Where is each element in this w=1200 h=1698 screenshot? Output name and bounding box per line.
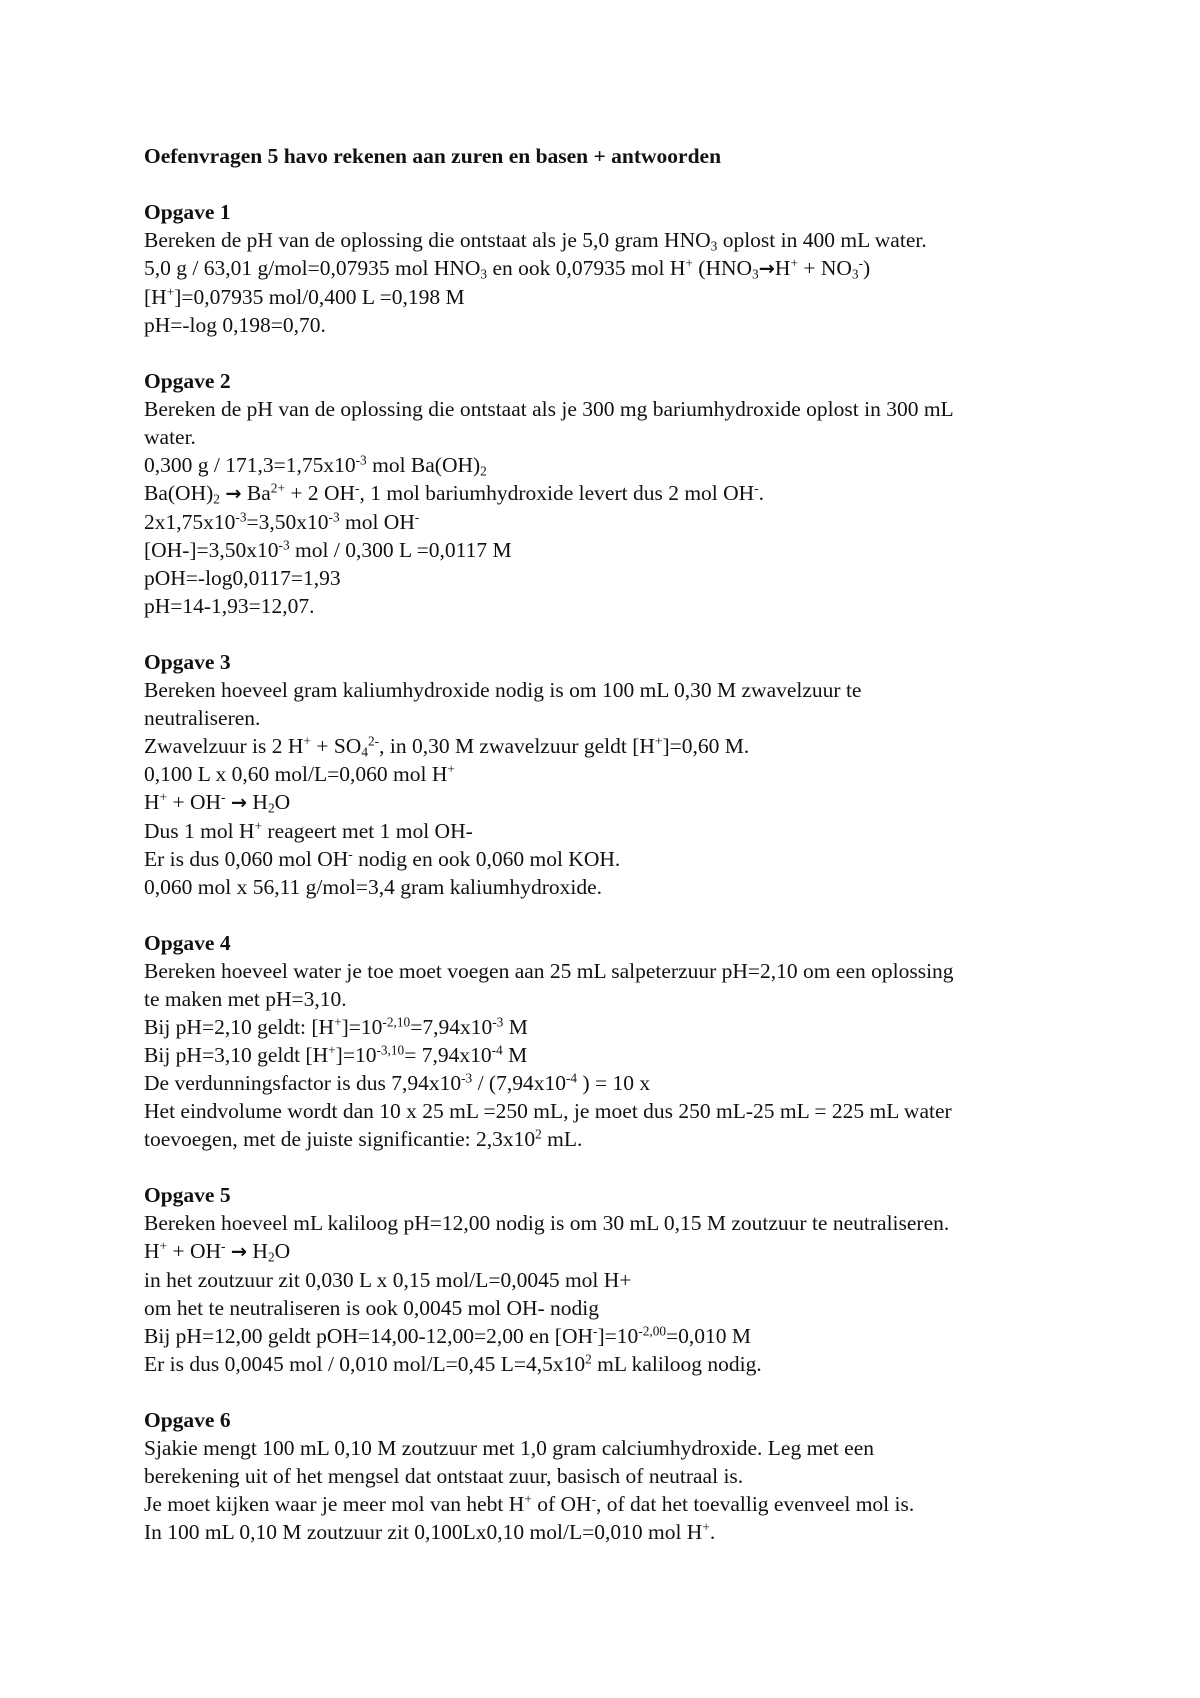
text-run: 5,0 g / 63,01 g/mol=0,07935 mol HNO <box>144 256 481 280</box>
text-run: Je moet kijken waar je meer mol van hebt H <box>144 1492 525 1516</box>
text-line <box>144 760 1084 788</box>
text-line <box>144 592 1084 620</box>
text-run: Bereken de pH van de oplossing die ontstaat als je 5,0 gram HNO <box>144 228 711 252</box>
text-line <box>144 1125 1084 1153</box>
superscript: -3 <box>328 509 340 525</box>
reaction-arrow-icon: → <box>230 791 248 814</box>
text-line <box>144 704 1084 732</box>
text-line <box>144 423 1084 451</box>
subscript: 3 <box>710 238 718 254</box>
text-run: in het zoutzuur zit 0,030 L x 0,15 mol/L=0,0045 mol H+ <box>144 1268 632 1292</box>
reaction-arrow-icon: → <box>230 1240 248 1263</box>
text-run: =3,50x10 <box>246 510 329 534</box>
text-line <box>144 732 1084 760</box>
superscript: + <box>303 733 311 749</box>
superscript: - <box>221 1238 226 1254</box>
text-line <box>144 1462 1084 1490</box>
opgave-heading: Opgave 5 <box>144 1183 231 1207</box>
text-run: H <box>247 790 268 814</box>
text-run: / (7,94x10 <box>472 1071 566 1095</box>
superscript: - <box>414 509 420 525</box>
text-run: ]=10 <box>597 1324 639 1348</box>
text-run: ) = 10 x <box>577 1071 651 1095</box>
subscript: 4 <box>361 744 368 760</box>
text-run: mol Ba(OH) <box>366 453 481 477</box>
superscript: -3,10 <box>376 1042 405 1058</box>
text-run: , in 0,30 M zwavelzuur geldt [H <box>379 734 655 758</box>
text-run: + OH <box>167 1239 221 1263</box>
text-run: reageert met 1 mol OH- <box>262 819 473 843</box>
superscript: -4 <box>565 1070 578 1086</box>
superscript: - <box>858 255 864 271</box>
text-run: Ba(OH) <box>144 481 214 505</box>
text-run: ]=10 <box>341 1015 383 1039</box>
text-line <box>144 957 1084 985</box>
text-line <box>144 1294 1084 1322</box>
subscript: 3 <box>480 266 488 282</box>
text-line <box>144 311 1084 339</box>
text-run: H <box>247 1239 268 1263</box>
text-line <box>144 1350 1084 1378</box>
superscript: + <box>654 733 663 749</box>
superscript: + <box>524 1491 532 1507</box>
text-run: Dus 1 mol H <box>144 819 255 843</box>
text-run: neutraliseren. <box>144 706 261 730</box>
text-line <box>144 564 1084 592</box>
text-run: pOH=-log0,0117=1,93 <box>144 566 341 590</box>
text-run: 0,100 L x 0,60 mol/L=0,060 mol H <box>144 762 448 786</box>
superscript: -3 <box>235 509 247 525</box>
text-run: mol OH <box>339 510 415 534</box>
text-line <box>144 1434 1084 1462</box>
superscript: - <box>591 1491 597 1507</box>
superscript: 2+ <box>270 480 285 496</box>
superscript: + <box>159 1238 168 1254</box>
text-run: =0,010 M <box>666 1324 752 1348</box>
superscript: - <box>754 480 759 496</box>
superscript: - <box>355 480 360 496</box>
text-run: Er is dus 0,0045 mol / 0,010 mol/L=0,45 L=4,5x10 <box>144 1352 586 1376</box>
text-run: , 1 mol bariumhydroxide levert dus 2 mol OH <box>359 481 755 505</box>
superscript: -3 <box>355 452 367 468</box>
superscript: -3 <box>461 1070 473 1086</box>
text-line <box>144 845 1084 873</box>
superscript: -2,00 <box>638 1323 667 1339</box>
subscript: 3 <box>851 266 859 282</box>
text-run: nodig en ook 0,060 mol KOH. <box>352 847 621 871</box>
text-run: O <box>274 1239 291 1263</box>
text-line <box>144 283 1084 311</box>
text-run: (HNO <box>692 256 753 280</box>
text-run: mL kaliloog nodig. <box>591 1352 762 1376</box>
subscript: 2 <box>267 1249 275 1265</box>
opgave-heading: Opgave 3 <box>144 650 231 674</box>
text-run: . <box>709 1520 716 1544</box>
superscript: -3 <box>492 1014 504 1030</box>
reaction-arrow-icon: → <box>225 482 242 505</box>
text-line <box>144 536 1084 564</box>
superscript: -3 <box>278 537 290 553</box>
text-run: Sjakie mengt 100 mL 0,10 M zoutzuur met 1,0 gram calciumhydroxide. Leg met een <box>144 1436 875 1460</box>
text-run: water. <box>144 425 196 449</box>
text-line <box>144 1490 1084 1518</box>
text-run: toevoegen, met de juiste significantie: 2,3x10 <box>144 1127 536 1151</box>
opgave-heading: Opgave 1 <box>144 200 231 224</box>
text-line <box>144 788 1084 817</box>
text-run: Zwavelzuur is 2 H <box>144 734 304 758</box>
text-run: berekening uit of het mengsel dat ontstaat zuur, basisch of neutraal is. <box>144 1464 744 1488</box>
text-run: mL. <box>541 1127 583 1151</box>
opgave-heading: Opgave 6 <box>144 1408 231 1432</box>
text-line <box>144 1069 1084 1097</box>
text-run: + 2 OH <box>284 481 356 505</box>
text-run: 2x1,75x10 <box>144 510 236 534</box>
subscript: 3 <box>752 266 759 282</box>
text-run: om het te neutraliseren is ook 0,0045 mol OH- nodig <box>144 1296 600 1320</box>
text-line <box>144 1266 1084 1294</box>
text-line <box>144 1209 1084 1237</box>
opgave-section <box>144 367 1084 620</box>
superscript: + <box>166 284 175 300</box>
text-line <box>144 1097 1084 1125</box>
text-line <box>144 226 1084 254</box>
opgave-section <box>144 1406 1084 1546</box>
superscript: + <box>159 789 168 805</box>
text-run: Bereken de pH van de oplossing die ontstaat als je 300 mg bariumhydroxide oplost in 300 mL <box>144 397 954 421</box>
text-run: Bij pH=3,10 geldt [H <box>144 1043 329 1067</box>
text-run: Bereken hoeveel mL kaliloog pH=12,00 nodig is om 30 mL 0,15 M zoutzuur te neutraliseren. <box>144 1211 950 1235</box>
opgave-section <box>144 1181 1084 1378</box>
superscript: + <box>790 255 798 271</box>
superscript: + <box>254 818 263 834</box>
text-run: H <box>774 256 791 280</box>
superscript: - <box>593 1323 598 1339</box>
superscript: 2 <box>535 1126 542 1142</box>
text-run: pH=-log 0,198=0,70. <box>144 313 326 337</box>
text-run: + SO <box>310 734 362 758</box>
text-run: te maken met pH=3,10. <box>144 987 347 1011</box>
text-run: mol / 0,300 L =0,0117 M <box>289 538 512 562</box>
superscript: 2- <box>367 733 380 749</box>
superscript: - <box>348 846 353 862</box>
opgave-section <box>144 648 1084 901</box>
superscript: + <box>685 255 693 271</box>
superscript: -2,10 <box>382 1014 411 1030</box>
text-run: [OH-]=3,50x10 <box>144 538 279 562</box>
text-run: H <box>144 1239 160 1263</box>
text-run: + NO <box>797 256 852 280</box>
opgave-section <box>144 198 1084 339</box>
text-run: en ook 0,07935 mol H <box>487 256 686 280</box>
text-run: pH=14-1,93=12,07. <box>144 594 315 618</box>
text-line <box>144 479 1084 508</box>
subscript: 2 <box>267 800 275 816</box>
text-run: Het eindvolume wordt dan 10 x 25 mL =250 mL, je moet dus 250 mL-25 mL = 225 mL water <box>144 1099 952 1123</box>
text-run: ]=0,07935 mol/0,400 L =0,198 M <box>174 285 465 309</box>
text-line <box>144 1013 1084 1041</box>
text-line <box>144 395 1084 423</box>
superscript: + <box>334 1014 342 1030</box>
text-run: = 7,94x10 <box>404 1043 492 1067</box>
text-run: Bereken hoeveel gram kaliumhydroxide nodig is om 100 mL 0,30 M zwavelzuur te <box>144 678 862 702</box>
text-line <box>144 1322 1084 1350</box>
text-line <box>144 254 1084 283</box>
text-line <box>144 1041 1084 1069</box>
text-line <box>144 817 1084 845</box>
text-run: of OH <box>531 1492 592 1516</box>
text-run: Bij pH=12,00 geldt pOH=14,00-12,00=2,00 en [OH <box>144 1324 594 1348</box>
subscript: 2 <box>213 491 220 507</box>
superscript: -4 <box>491 1042 503 1058</box>
text-run: , of dat het toevallig evenveel mol is. <box>596 1492 915 1516</box>
text-run: ) <box>863 256 871 280</box>
text-run: 0,300 g / 171,3=1,75x10 <box>144 453 356 477</box>
text-run: Er is dus 0,060 mol OH <box>144 847 349 871</box>
text-run: 0,060 mol x 56,11 g/mol=3,4 gram kaliumhydroxide. <box>144 875 603 899</box>
text-run: M <box>502 1043 528 1067</box>
text-run: + OH <box>167 790 221 814</box>
text-line <box>144 508 1084 536</box>
text-run: H <box>144 790 160 814</box>
text-run: Bereken hoeveel water je toe moet voegen aan 25 mL salpeterzuur pH=2,10 om een oplossing <box>144 959 954 983</box>
text-run: Bij pH=2,10 geldt: [H <box>144 1015 335 1039</box>
text-run: ]=0,60 M. <box>662 734 750 758</box>
superscript: + <box>702 1519 710 1535</box>
reaction-arrow-icon: → <box>758 257 775 280</box>
superscript: + <box>328 1042 336 1058</box>
document-body <box>144 142 1084 1574</box>
superscript: - <box>221 789 226 805</box>
text-line <box>144 985 1084 1013</box>
text-line <box>144 1237 1084 1266</box>
text-line <box>144 676 1084 704</box>
text-run: O <box>274 790 291 814</box>
text-line <box>144 873 1084 901</box>
sections-container <box>144 198 1084 1546</box>
text-run: M <box>503 1015 528 1039</box>
text-run: De verdunningsfactor is dus 7,94x10 <box>144 1071 462 1095</box>
opgave-section <box>144 929 1084 1153</box>
text-run: ]=10 <box>335 1043 377 1067</box>
document-title: Oefenvragen 5 havo rekenen aan zuren en basen + antwoorden <box>144 144 722 168</box>
text-run: oplost in 400 mL water. <box>717 228 927 252</box>
text-run: [H <box>144 285 167 309</box>
text-line <box>144 1518 1084 1546</box>
text-run: Ba <box>241 481 271 505</box>
text-line <box>144 451 1084 479</box>
text-run: . <box>758 481 765 505</box>
text-run: =7,94x10 <box>410 1015 493 1039</box>
text-run: In 100 mL 0,10 M zoutzuur zit 0,100Lx0,10 mol/L=0,010 mol H <box>144 1520 703 1544</box>
superscript: + <box>447 761 455 777</box>
opgave-heading: Opgave 4 <box>144 931 231 955</box>
superscript: 2 <box>585 1351 592 1367</box>
opgave-heading: Opgave 2 <box>144 369 231 393</box>
subscript: 2 <box>480 463 487 479</box>
